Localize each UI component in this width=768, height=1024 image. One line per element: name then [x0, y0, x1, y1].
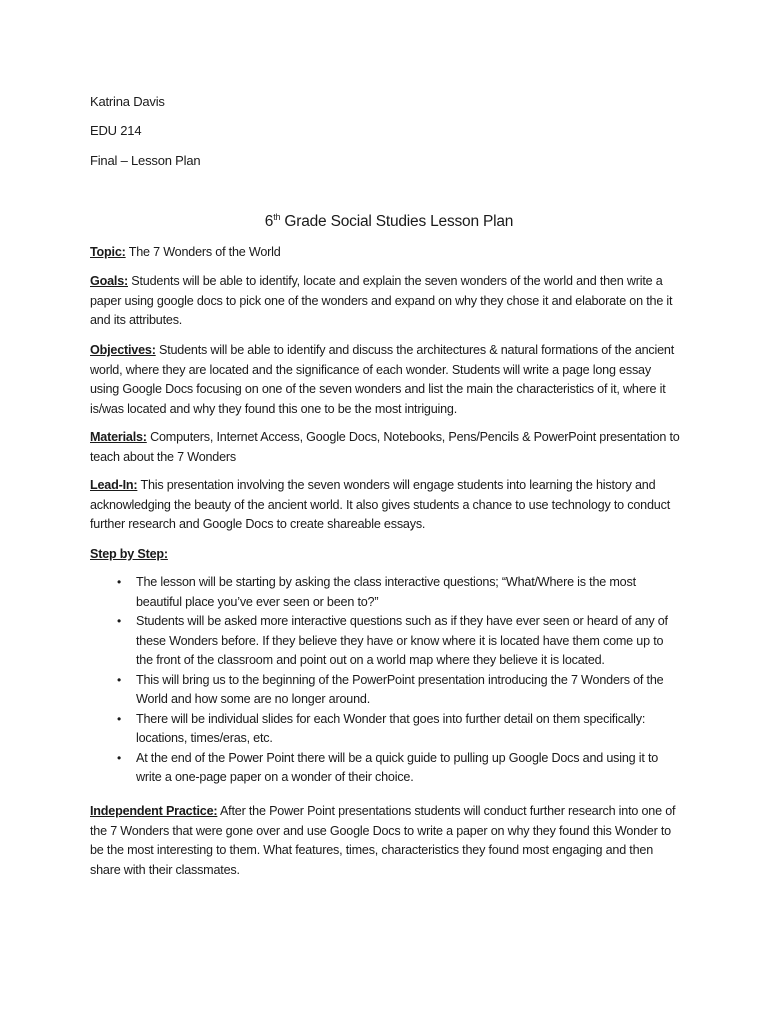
independent-practice-section [90, 802, 680, 880]
topic-text: The 7 Wonders of the World [125, 245, 281, 259]
list-item [90, 749, 680, 788]
step-text: This will bring us to the beginning of the PowerPoint presentation introducing the 7 Wonders of the World and how some are no longer around. [136, 672, 664, 706]
step-text: The lesson will be starting by asking the class interactive questions; “What/Where is the most beautiful place you’ve ever seen or been to?” [136, 575, 636, 609]
step-by-step-heading [90, 545, 680, 565]
course-code: EDU 214 [90, 123, 142, 138]
bullet-icon: • [117, 711, 122, 726]
step-text: Students will be asked more interactive questions such as if they have ever seen or heard of any of these Wonders before. If they believe they have or know where it is located have them come up to the front of the classroom and point out on a world map where they believe it is located. [136, 614, 668, 667]
topic-section [90, 243, 680, 263]
objectives-section [90, 341, 680, 419]
lead-in-text: This presentation involving the seven wonders will engage students into learning the history and acknowledging the beauty of the ancient world. It also gives students a chance to use technology to conduct further research and Google Docs to create shareable essays. [90, 478, 670, 531]
bullet-icon: • [117, 575, 122, 589]
materials-section [90, 428, 680, 467]
independent-practice-text: After the Power Point presentations students will conduct further research into one of the 7 Wonders that were gone over and use Google Docs to write a paper on why they found this Wonder to be the most interesting to them. What features, times, characteristics they found most engaging and then share with their classmates. [90, 804, 676, 877]
goals-section [90, 272, 680, 331]
title-grade-number: 6 [264, 213, 274, 230]
bullet-icon: • [117, 750, 122, 765]
goals-text: Students will be able to identify, locate and explain the seven wonders of the world and then write a paper using google docs to pick one of the wonders and expand on why they chose it and elaborate on the it and its attributes. [90, 274, 673, 327]
lead-in-section [90, 476, 680, 535]
step-text: At the end of the Power Point there will be a quick guide to pulling up Google Docs and using it to write a one-page paper on a wonder of their choice. [136, 750, 659, 784]
list-item [90, 671, 680, 710]
independent-practice-label: Independent Practice: [90, 804, 218, 818]
author-name: Katrina Davis [90, 94, 165, 109]
materials-label: Materials: [90, 430, 147, 444]
title-text: Grade Social Studies Lesson Plan [280, 213, 514, 230]
step-text: There will be individual slides for each Wonder that goes into further detail on them specifically: locations, times/eras, etc. [136, 711, 646, 745]
goals-label: Goals: [90, 274, 128, 288]
bullet-icon: • [117, 672, 122, 687]
title-grade-suffix: th [273, 211, 281, 222]
topic-label: Topic: [90, 245, 126, 259]
list-item [90, 612, 680, 671]
materials-text: Computers, Internet Access, Google Docs, Notebooks, Pens/Pencils & PowerPoint presentation to teach about the 7 Wonders [90, 430, 680, 464]
lead-in-label: Lead-In: [90, 478, 138, 492]
list-item [90, 710, 680, 749]
bullet-icon: • [117, 614, 122, 628]
step-by-step-label: Step by Step: [90, 547, 168, 561]
objectives-text: Students will be able to identify and discuss the architectures & natural formations of the ancient world, where they are located and the significance of each wonder. Students will write a page long essay using Google Docs focusing on one of the seven wonders and list the main the characteristics of it, where it is/was located and why they found this one to be the most intriguing. [90, 343, 675, 416]
page-title [0, 212, 768, 232]
list-item [90, 573, 680, 612]
step-list [90, 573, 680, 788]
objectives-label: Objectives: [90, 343, 156, 357]
assignment-title: Final – Lesson Plan [90, 153, 201, 168]
